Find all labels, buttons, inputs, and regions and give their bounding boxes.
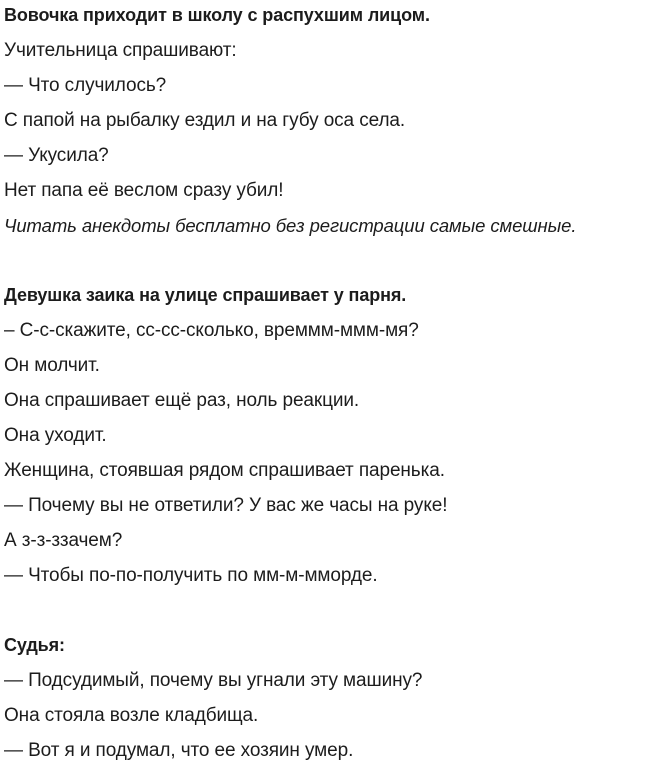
joke-line: С папой на рыбалку ездил и на губу оса села. [4, 110, 406, 131]
joke-line: Она спрашивает ещё раз, ноль реакции. [4, 390, 360, 411]
paragraph-gap [4, 243, 654, 278]
joke-line: Она стояла возле кладбища. [4, 705, 259, 726]
joke-block [4, 628, 654, 768]
joke-line: — Подсудимый, почему вы угнали эту машину? [4, 670, 423, 691]
joke-line: Он молчит. [4, 355, 100, 376]
joke-block [4, 0, 654, 243]
joke-line: Учительница спрашивают: [4, 40, 237, 61]
joke-line: Она уходит. [4, 425, 107, 446]
joke-line: Нет папа её веслом сразу убил! [4, 180, 284, 201]
joke-title: Судья: [4, 635, 65, 655]
joke-line: А з-з-ззачем? [4, 530, 123, 551]
paragraph-gap [4, 593, 654, 628]
joke-line: — Вот я и подумал, что ее хозяин умер. [4, 740, 354, 761]
joke-block [4, 278, 654, 593]
promo-note: Читать анекдоты бесплатно без регистрации самые смешные. [4, 215, 577, 236]
joke-line: — Что случилось? [4, 75, 167, 96]
joke-line: – С-с-скажите, сс-сс-сколько, времмм-ммм-мя? [4, 320, 419, 341]
joke-line: — Чтобы по-по-получить по мм-м-мморде. [4, 565, 378, 586]
joke-title: Вовочка приходит в школу с распухшим лицом. [4, 5, 430, 25]
joke-line: Женщина, стоявшая рядом спрашивает паренька. [4, 460, 445, 481]
joke-title: Девушка заика на улице спрашивает у парня. [4, 285, 407, 305]
joke-line: — Почему вы не ответили? У вас же часы на руке! [4, 495, 448, 516]
joke-line: — Укусила? [4, 145, 109, 166]
